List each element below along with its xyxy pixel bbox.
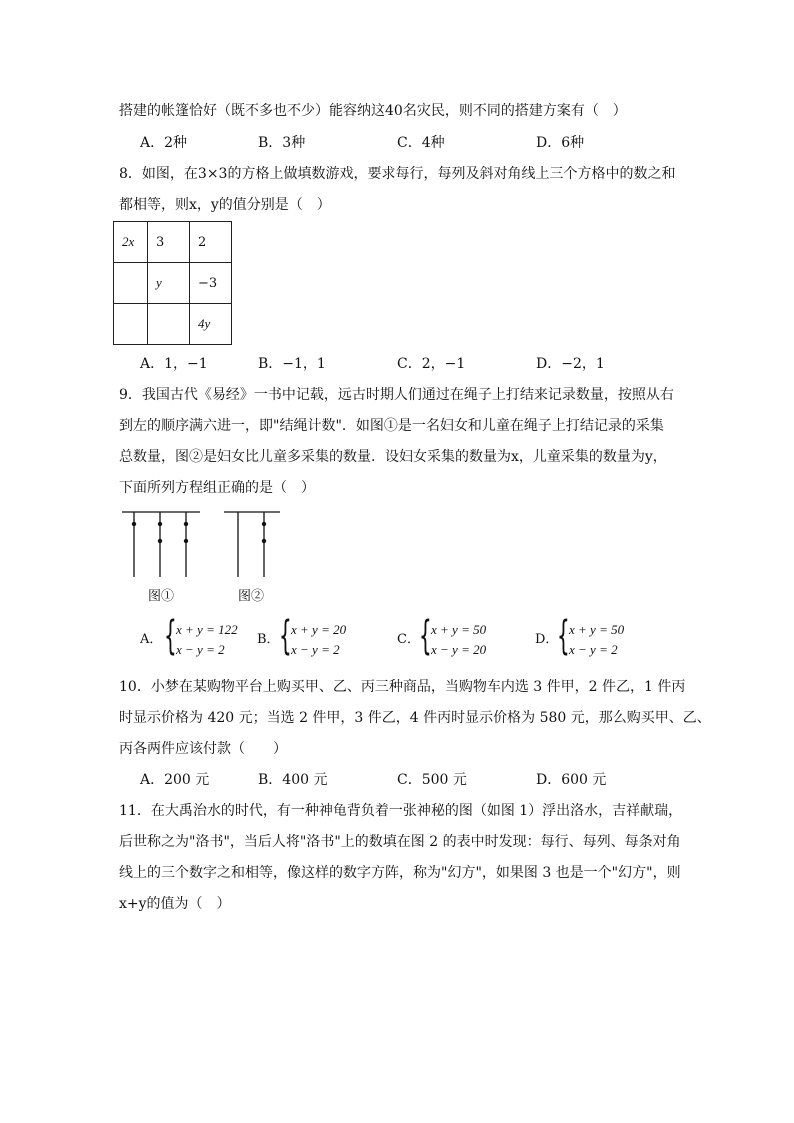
grid-cell: 3 [148, 222, 190, 263]
equation: x − y = 20 [431, 642, 487, 657]
q10-text-line2: 时显示价格为 420 元；当选 2 件甲，3 件乙，4 件丙时显示价格为 580 元，那么购买甲、乙、 [119, 710, 711, 726]
q7-option-c: C．4种 [397, 135, 445, 151]
q10-option-a: A．200 元 [140, 772, 210, 788]
grid-cell [114, 263, 148, 304]
option-label: D． [535, 632, 559, 647]
equation: x + y = 20 [291, 622, 347, 637]
q8-option-c: C．2，−1 [397, 356, 466, 372]
q11-text-line3: 线上的三个数字之和相等，像这样的数字方阵，称为"幻方"，如果图 3 也是一个"幻方"，则 [119, 865, 681, 881]
q11-text-line2: 后世称之为"洛书"，当后人将"洛书"上的数填在图 2 的表中时发现：每行、每列、每条对角 [119, 834, 681, 850]
equation: x + y = 50 [569, 622, 625, 637]
q9-text-line2: 到左的顺序满六进一，即"结绳计数"．如图①是一名妇女和儿童在绳子上打结记录的采集 [119, 418, 664, 434]
q11-text-line1: 11．在大禹治水的时代，有一种神龟背负着一张神秘的图（如图 1）浮出洛水，吉祥献瑞， [119, 803, 683, 819]
brace-icon: { [164, 613, 177, 659]
q7-option-b: B．3种 [258, 135, 306, 151]
equation: x − y = 2 [291, 642, 340, 657]
q9-text-line1: 9．我国古代《易经》一书中记载，远古时期人们通过在绳子上打结来记录数量，按照从右 [119, 387, 674, 403]
grid-cell: −3 [190, 263, 232, 304]
brace-icon: { [279, 613, 292, 659]
equation: x − y = 2 [176, 642, 225, 657]
equation: x + y = 122 [176, 622, 238, 637]
q9-text-line3: 总数量，图②是妇女比儿童多采集的数量．设妇女采集的数量为x，儿童采集的数量为y， [119, 449, 667, 465]
q10-option-c: C．500 元 [397, 772, 467, 788]
grid-cell: 4y [190, 304, 232, 345]
q8-option-a: A．1，−1 [140, 356, 208, 372]
q8-option-b: B．−1，1 [258, 356, 326, 372]
q10-text-line1: 10．小梦在某购物平台上购买甲、乙、丙三种商品，当购物车内选 3 件甲，2 件乙，1 件丙 [119, 679, 686, 695]
q7-option-d: D．6种 [536, 135, 585, 151]
knot-figure-2 [224, 512, 280, 577]
grid-cell: y [148, 263, 190, 304]
q7-text-line1: 搭建的帐篷恰好（既不多也不少）能容纳这40名灾民，则不同的搭建方案有（ ） [119, 103, 627, 119]
brace-icon: { [419, 613, 432, 659]
figure-1-caption: 图① [148, 589, 175, 604]
figure-2-caption: 图② [238, 589, 265, 604]
magic-square-grid [113, 221, 232, 345]
q10-option-b: B．400 元 [258, 772, 328, 788]
option-label: C． [397, 632, 420, 647]
option-label: A． [140, 632, 163, 647]
q7-option-a: A．2种 [140, 135, 188, 151]
equation: x + y = 50 [431, 622, 487, 637]
grid-cell [148, 304, 190, 345]
knot-figure-1 [122, 512, 200, 577]
q8-text-line2: 都相等，则x，y的值分别是（ ） [119, 197, 331, 213]
q8-option-d: D．−2，1 [536, 356, 605, 372]
brace-icon: { [557, 613, 570, 659]
grid-cell [114, 304, 148, 345]
grid-cell: 2 [190, 222, 232, 263]
q8-text-line1: 8．如图，在3×3的方格上做填数游戏，要求每行，每列及斜对角线上三个方格中的数之和 [119, 166, 676, 182]
q11-text-line4: x+y的值为（ ） [119, 896, 231, 912]
knot-figures [118, 505, 288, 580]
q10-option-d: D．600 元 [536, 772, 607, 788]
q10-text-line3: 丙各两件应该付款（ ） [119, 741, 287, 757]
grid-cell: 2x [114, 222, 148, 263]
equation: x − y = 2 [569, 642, 618, 657]
q9-text-line4: 下面所列方程组正确的是（ ） [119, 480, 315, 496]
option-label: B． [257, 632, 280, 647]
